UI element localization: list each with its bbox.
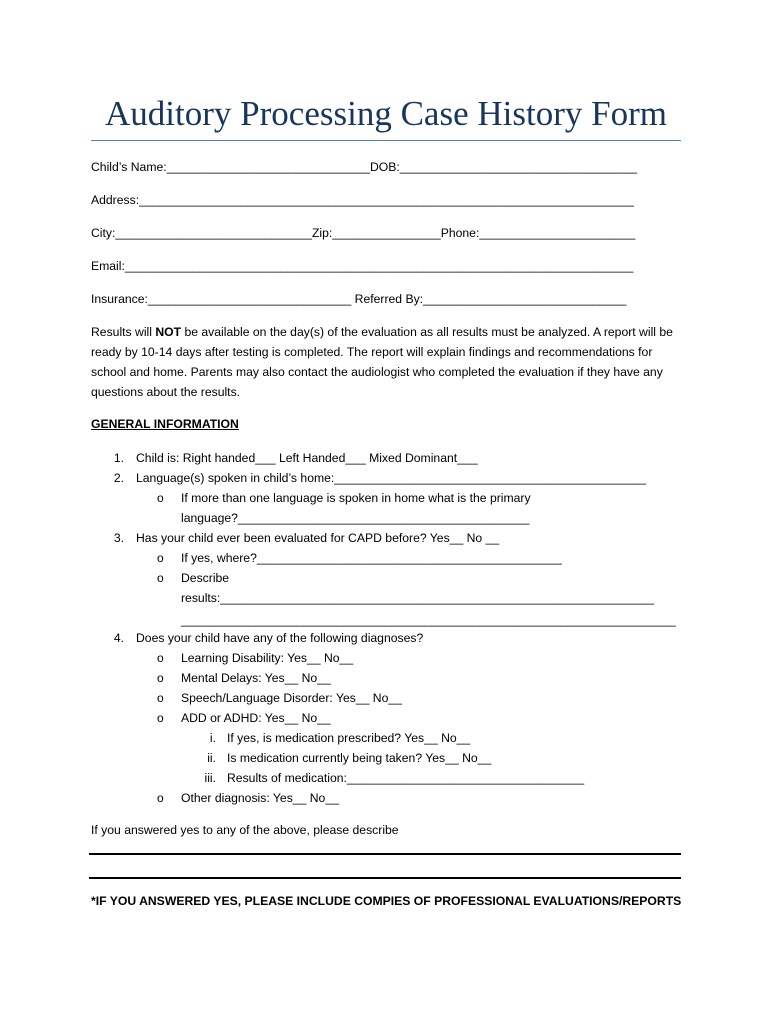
section-heading: GENERAL INFORMATION xyxy=(91,417,239,431)
describe-prompt: If you answered yes to any of the above, please describe xyxy=(91,823,399,837)
email-field[interactable]: Email:___________________________________________________________________________ xyxy=(91,259,634,273)
primary-language-field[interactable]: language?___________________________________________ xyxy=(181,511,530,525)
footer-note: *IF YOU ANSWERED YES, PLEASE INCLUDE COMPIES OF PROFESSIONAL EVALUATIONS/REPORTS xyxy=(91,894,682,908)
diagnosis-learning-disability[interactable]: Learning Disability: Yes__ No__ xyxy=(181,651,354,665)
question-number: 3. xyxy=(113,531,124,545)
results-field[interactable]: results:________________________________________________________________ xyxy=(181,591,655,605)
bullet-marker: o xyxy=(157,691,164,705)
medication-results-field[interactable]: Results of medication:___________________________________ xyxy=(227,771,585,785)
describe-answer-line[interactable] xyxy=(89,853,681,855)
address-field[interactable]: Address:_________________________________________________________________________ xyxy=(91,193,634,207)
roman-numeral: iii. xyxy=(204,771,216,785)
diagnosis-mental-delays[interactable]: Mental Delays: Yes__ No__ xyxy=(181,671,331,685)
bullet-marker: o xyxy=(157,671,164,685)
roman-numeral: ii. xyxy=(207,751,216,765)
describe-label: Describe xyxy=(181,571,230,585)
city-zip-phone-field[interactable]: City:_____________________________Zip:________________Phone:_______________________ xyxy=(91,226,636,240)
diagnosis-other[interactable]: Other diagnosis: Yes__ No__ xyxy=(181,791,339,805)
bullet-marker: o xyxy=(157,491,164,505)
question-handedness[interactable]: Child is: Right handed___ Left Handed___ Mixed Dominant___ xyxy=(136,451,478,465)
child-name-dob-field[interactable]: Child’s Name:______________________________DOB:___________________________________ xyxy=(91,160,638,174)
bullet-marker: o xyxy=(157,651,164,665)
question-capd-evaluated[interactable]: Has your child ever been evaluated for CAPD before? Yes__ No __ xyxy=(136,531,500,545)
roman-numeral: i. xyxy=(209,731,216,745)
form-title: Auditory Processing Case History Form xyxy=(91,92,681,141)
intro-text-start: Results will xyxy=(91,325,156,339)
medication-current[interactable]: Is medication currently being taken? Yes__ No__ xyxy=(227,751,492,765)
question-number: 4. xyxy=(113,631,124,645)
subquestion-primary-language: If more than one language is spoken in home what is the primary xyxy=(181,491,531,505)
intro-text-rest: be available on the day(s) of the evaluation as all results must be analyzed. A report will be ready by 10-14 days after testing is completed. The report will explain findings and recommendations for school and home. Parents may also contact the audiologist who completed the evaluation if they have any questions about the results. xyxy=(91,325,673,399)
bullet-marker: o xyxy=(157,571,164,585)
medication-prescribed[interactable]: If yes, is medication prescribed? Yes__ No__ xyxy=(227,731,471,745)
bullet-marker: o xyxy=(157,551,164,565)
diagnosis-speech-language[interactable]: Speech/Language Disorder: Yes__ No__ xyxy=(181,691,402,705)
intro-emphasis: NOT xyxy=(155,325,182,339)
insurance-referred-field[interactable]: Insurance:______________________________ Referred By:______________________________ xyxy=(91,292,627,306)
question-languages[interactable]: Language(s) spoken in child’s home:______________________________________________ xyxy=(136,471,647,485)
question-number: 2. xyxy=(113,471,124,485)
describe-answer-line[interactable] xyxy=(89,877,681,879)
question-number: 1. xyxy=(113,451,124,465)
question-diagnoses: Does your child have any of the following diagnoses? xyxy=(136,631,424,645)
intro-paragraph xyxy=(91,322,683,402)
diagnosis-add-adhd[interactable]: ADD or ADHD: Yes__ No__ xyxy=(181,711,331,725)
results-field-continued[interactable]: _________________________________________________________________________ xyxy=(181,613,676,627)
bullet-marker: o xyxy=(157,791,164,805)
bullet-marker: o xyxy=(157,711,164,725)
where-field[interactable]: If yes, where?_____________________________________________ xyxy=(181,551,562,565)
